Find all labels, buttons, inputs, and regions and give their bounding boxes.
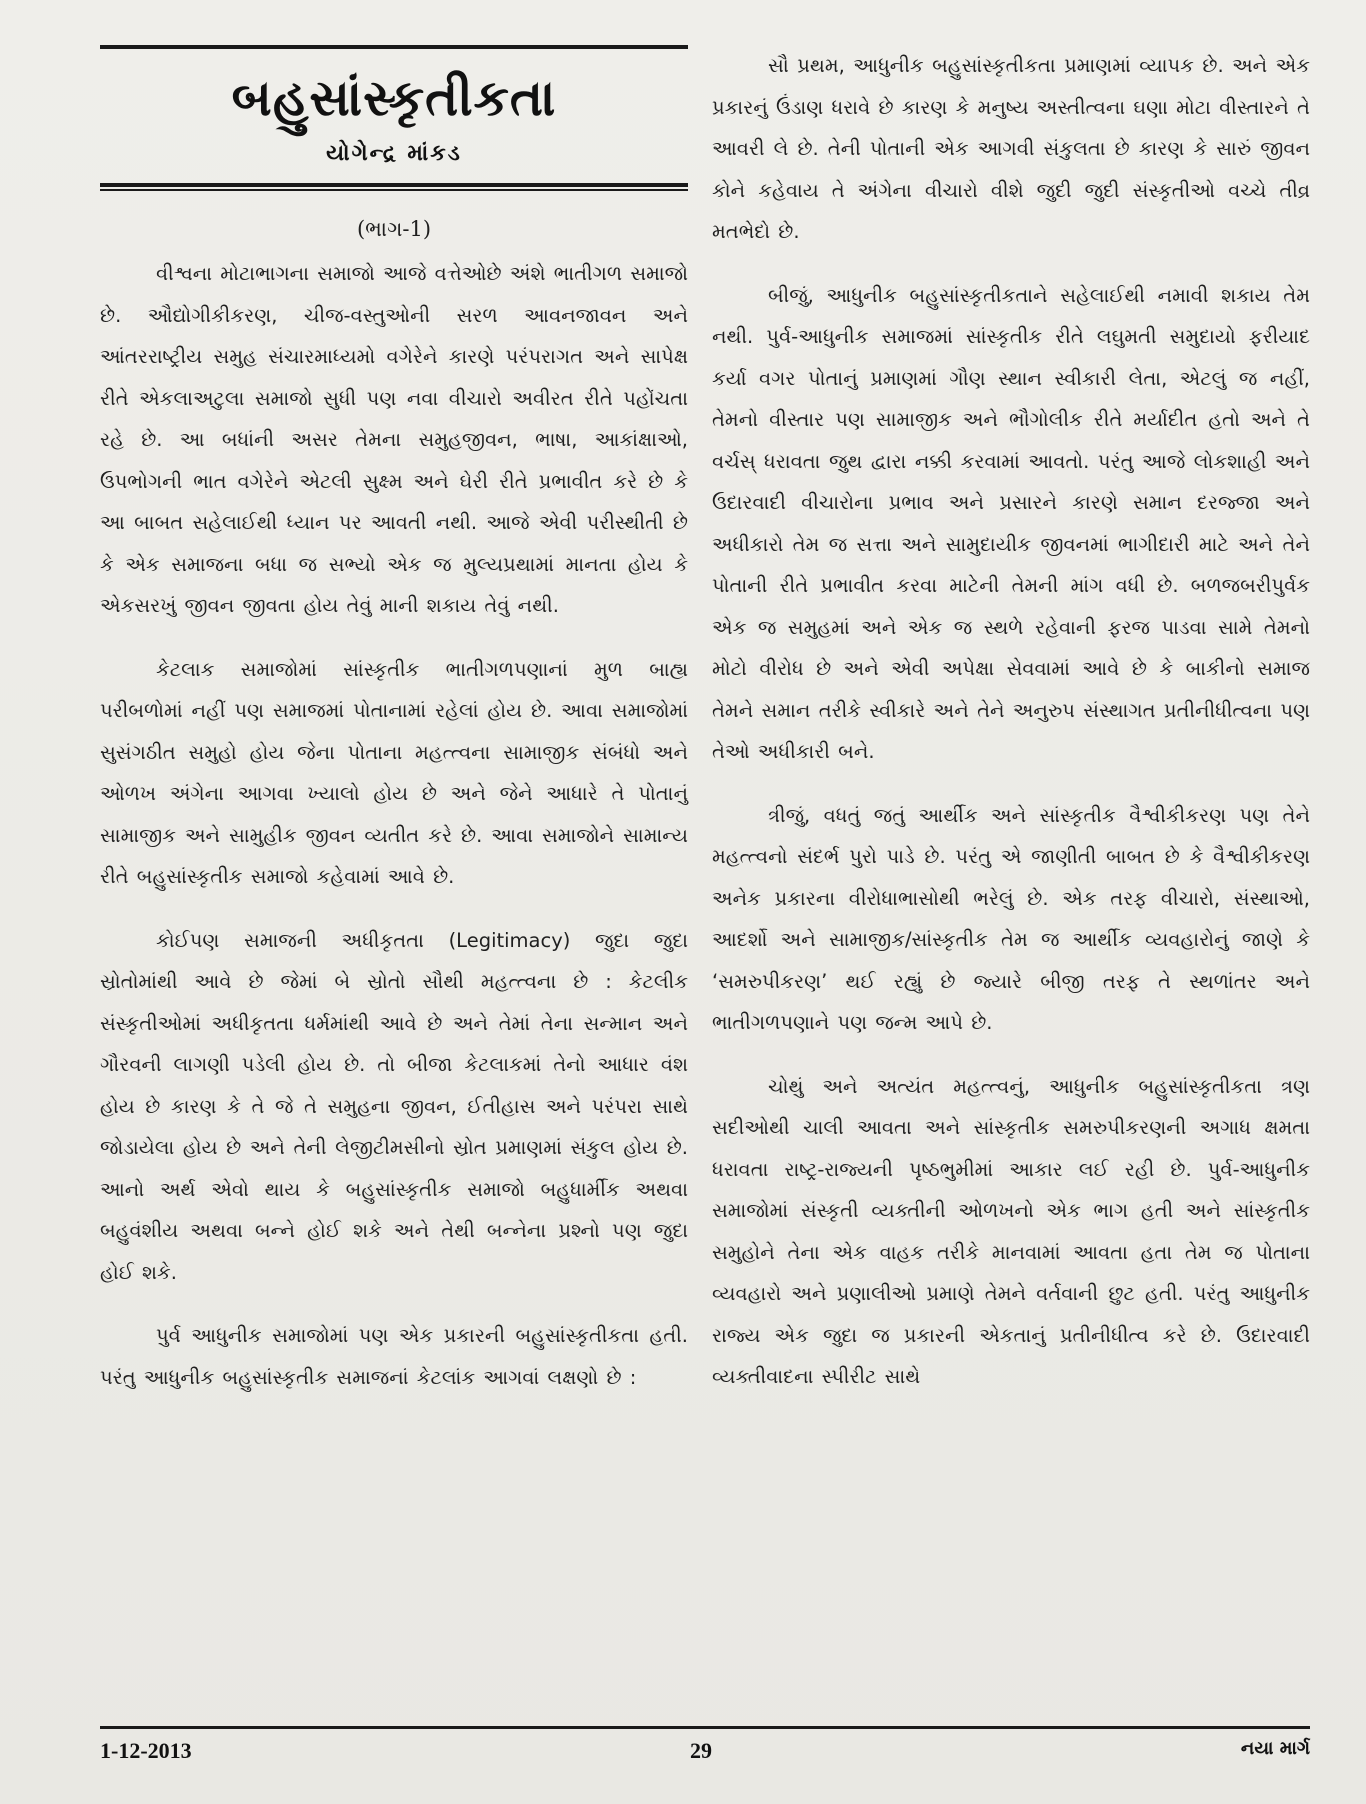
- paragraph: ચોથું અને અત્યંત મહત્ત્વનું, આધુનીક બહુસાંસ્કૃતીકતા ત્રણ સદીઓથી ચાલી આવતા અને સાંસ્કૃતીક સમરુપીકરણની અગાધ ક્ષમતા ધરાવતા રાષ્ટ્ર-રાજ્યની પૃષ્ઠભુમીમાં આકાર લઈ રહી છે. પુર્વ-આધુનીક સમાજોમાં સંસ્કૃતી વ્યક્તીની ઓળખનો એક ભાગ હતી અને સાંસ્કૃતીક સમુહોને તેના એક વાહક તરીકે માનવામાં આવતા હતા તેમ જ પોતાના વ્યવહારો અને પ્રણાલીઓ પ્રમાણે તેમને વર્તવાની છુટ હતી. પરંતુ આધુનીક રાજ્ય એક જુદા જ પ્રકારની એકતાનું પ્રતીનીધીત્વ કરે છે. ઉદારવાદી વ્યક્તીવાદના સ્પીરીટ સાથે: [712, 1074, 1310, 1388]
- article-title: બહુસાંસ્કૃતીકતા: [231, 69, 557, 127]
- paragraph: પુર્વ આધુનીક સમાજોમાં પણ એક પ્રકારની બહુસાંસ્કૃતીકતા હતી. પરંતુ આધુનીક બહુસાંસ્કૃતીક સમાજનાં કેટલાંક આગવાં લક્ષણો છે :: [100, 1324, 688, 1389]
- paragraph: બીજું, આધુનીક બહુસાંસ્કૃતીકતાને સહેલાઈથી નમાવી શકાય તેમ નથી. પુર્વ-આધુનીક સમાજમાં સાંસ્કૃતીક રીતે લઘુમતી સમુદાયો ફરીયાદ કર્યા વગર પોતાનું પ્રમાણમાં ગૌણ સ્થાન સ્વીકારી લેતા, એટલું જ નહીં, તેમનો વીસ્તાર પણ સામાજીક અને ભૌગોલીક રીતે મર્યાદીત હતો અને તે વર્ચસ્ ધરાવતા જુથ દ્વારા નક્કી કરવામાં આવતો. પરંતુ આજે લોકશાહી અને ઉદારવાદી વીચારોના પ્રભાવ અને પ્રસારને કારણે સમાન દરજ્જા અને અધીકારો તેમ જ સત્તા અને સામુદાયીક જીવનમાં ભાગીદારી માટે અને તેને પોતાની રીતે પ્રભાવીત કરવા માટેની તેમની માંગ વધી છે. બળજબરીપુર્વક એક જ સમુહમાં અને એક જ સ્થળે રહેવાની ફરજ પાડવા સામે તેમનો મોટો વીરોધ છે અને એવી અપેક્ષા સેવવામાં આવે છે કે બાકીનો સમાજ તેમને સમાન તરીકે સ્વીકારે અને તેને અનુરુપ સંસ્થાગત પ્રતીનીધીત્વના પણ તેઓ અધીકારી બને.: [712, 283, 1310, 763]
- title-bottom-rule: [100, 183, 688, 187]
- part-label: (ભાગ-1): [356, 217, 432, 241]
- page-number: 29: [690, 1738, 712, 1763]
- paragraph: સૌ પ્રથમ, આધુનીક બહુસાંસ્કૃતીકતા પ્રમાણમાં વ્યાપક છે. અને એક પ્રકારનું ઉંડાણ ધરાવે છે કારણ કે મનુષ્ય અસ્તીત્વના ઘણા મોટા વીસ્તારને તે આવરી લે છે. તેની પોતાની એક આગવી સંકુલતા છે કારણ કે સારું જીવન કોને કહેવાય તે અંગેના વીચારો વીશે જુદી જુદી સંસ્કૃતીઓ વચ્ચે તીવ્ર મતભેદો છે.: [712, 54, 1310, 243]
- right-column: [712, 45, 1310, 1420]
- footer-rule: [100, 1726, 1310, 1729]
- article-author: યોગેન્દ્ર માંકડ: [326, 141, 462, 166]
- magazine-name: નયા માર્ગ: [1240, 1738, 1310, 1759]
- paragraph: કેટલાક સમાજોમાં સાંસ્કૃતીક ભાતીગળપણાનાં મુળ બાહ્ય પરીબળોમાં નહીં પણ સમાજમાં પોતાનામાં રહેલાં હોય છે. આવા સમાજોમાં સુસંગઠીત સમુહો હોય જેના પોતાના મહત્ત્વના સામાજીક સંબંધો અને ઓળખ અંગેના આગવા ખ્યાલો હોય છે અને જેને આધારે તે પોતાનું સામાજીક અને સામુહીક જીવન વ્યતીત કરે છે. આવા સમાજોને સામાન્ય રીતે બહુસાંસ્કૃતીક સમાજો કહેવામાં આવે છે.: [100, 657, 688, 888]
- paragraph: કોઈપણ સમાજની અધીકૃતતા (Legitimacy) જુદા જુદા સ્રોતોમાંથી આવે છે જેમાં બે સ્રોતો સૌથી મહત્ત્વના છે : કેટલીક સંસ્કૃતીઓમાં અધીકૃતતા ધર્મમાંથી આવે છે અને તેમાં તેના સન્માન અને ગૌરવની લાગણી પડેલી હોય છે. તો બીજા કેટલાકમાં તેનો આધાર વંશ હોય છે કારણ કે તે જે તે સમુહના જીવન, ઈતીહાસ અને પરંપરા સાથે જોડાયેલા હોય છે અને તેની લેજીટીમસીનો સ્રોત પ્રમાણમાં સંકુલ હોય છે. આનો અર્થ એવો થાય કે બહુસાંસ્કૃતીક સમાજો બહુધાર્મીક અથવા બહુવંશીય અથવા બન્ને હોઈ શકે અને તેથી બન્નેના પ્રશ્નો પણ જુદા હોઈ શકે.: [100, 928, 688, 1284]
- paragraph: વીશ્વના મોટાભાગના સમાજો આજે વત્તેઓછે અંશે ભાતીગળ સમાજો છે. ઔદ્યોગીકીકરણ, ચીજ-વસ્તુઓની સરળ આવનજાવન અને આંતરરાષ્ટ્રીય સમુહ સંચારમાધ્યમો વગેરેને કારણે પરંપરાગત અને સાપેક્ષ રીતે એકલાઅટુલા સમાજો સુધી પણ નવા વીચારો અવીરત રીતે પહોંચતા રહે છે. આ બધાંની અસર તેમના સમુહજીવન, ભાષા, આકાંક્ષાઓ, ઉપભોગની ભાત વગેરેને એટલી સુક્ષ્મ અને ઘેરી રીતે પ્રભાવીત કરે છે કે આ બાબત સહેલાઈથી ધ્યાન પર આવતી નથી. આજે એવી પરીસ્થીતી છે કે એક સમાજના બધા જ સભ્યો એક જ મુલ્યપ્રથામાં માનતા હોય કે એકસરખું જીવન જીવતા હોય તેવું માની શકાય તેવું નથી.: [100, 262, 688, 617]
- left-column: [100, 45, 688, 1420]
- issue-date: 1-12-2013: [100, 1738, 192, 1763]
- title-top-rule: [100, 45, 688, 49]
- title-bottom-thin-rule: [100, 189, 688, 191]
- paragraph: ત્રીજું, વધતું જતું આર્થીક અને સાંસ્કૃતીક વૈશ્વીકીકરણ પણ તેને મહત્ત્વનો સંદર્ભ પુરો પાડે છે. પરંતુ એ જાણીતી બાબત છે કે વૈશ્વીકીકરણ અનેક પ્રકારના વીરોધાભાસોથી ભરેલું છે. એક તરફ વીચારો, સંસ્થાઓ, આદર્શો અને સામાજીક/સાંસ્કૃતીક તેમ જ આર્થીક વ્યવહારોનું જાણે કે ‘સમરુપીકરણ’ થઈ રહ્યું છે જ્યારે બીજી તરફ તે સ્થળાંતર અને ભાતીગળપણાને પણ જન્મ આપે છે.: [712, 803, 1310, 1034]
